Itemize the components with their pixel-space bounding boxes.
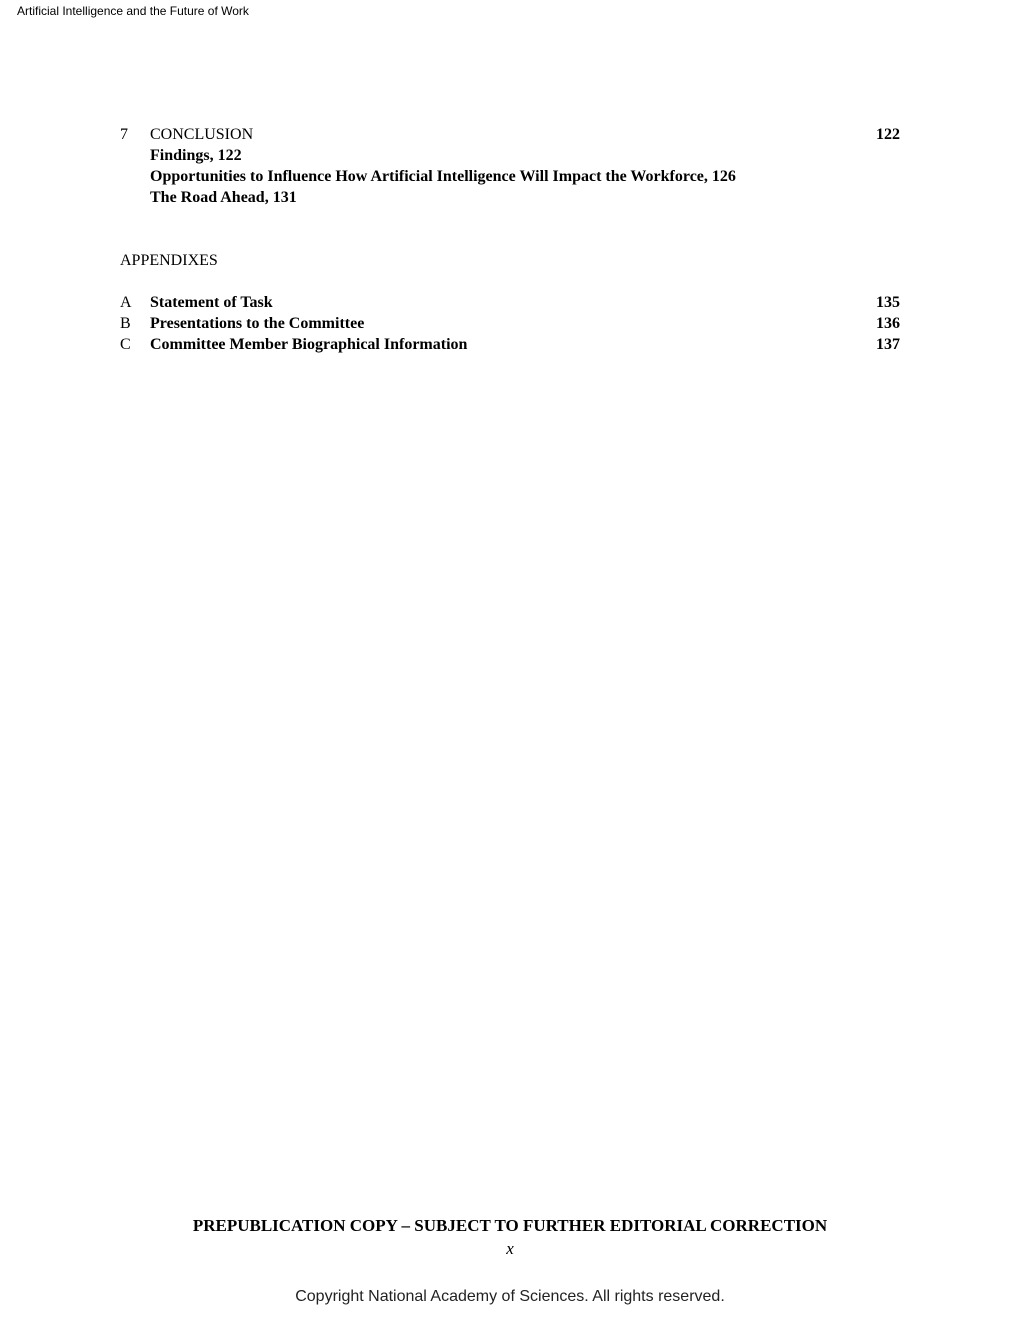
appendix-title: Statement of Task <box>150 294 273 311</box>
appendix-page: 136 <box>876 315 900 332</box>
appendix-letter: B <box>120 315 131 332</box>
appendix-title: Presentations to the Committee <box>150 315 365 332</box>
section-title: The Road Ahead, 131 <box>150 189 297 206</box>
toc-section-entry <box>120 187 900 208</box>
chapter-title: CONCLUSION <box>150 126 254 143</box>
chapter-page: 122 <box>876 126 900 143</box>
section-title: Findings, 122 <box>150 147 242 164</box>
appendix-title: Committee Member Biographical Information <box>150 336 468 353</box>
appendix-letter: C <box>120 336 131 353</box>
running-header: Artificial Intelligence and the Future of Work <box>17 4 249 18</box>
appendix-page: 135 <box>876 294 900 311</box>
toc-section-entry <box>120 145 900 166</box>
toc-appendix-entry <box>120 292 900 313</box>
toc-chapter-entry <box>120 124 900 145</box>
appendix-letter: A <box>120 294 132 311</box>
prepublication-notice: PREPUBLICATION COPY – SUBJECT TO FURTHER EDITORIAL CORRECTION <box>192 1216 828 1235</box>
appendix-page: 137 <box>876 336 900 353</box>
chapter-number: 7 <box>120 126 128 143</box>
table-of-contents <box>120 124 900 355</box>
section-title: Opportunities to Influence How Artificial Intelligence Will Impact the Workforce, 126 <box>150 168 736 185</box>
page-number: x <box>506 1239 514 1258</box>
toc-section-entry <box>120 166 900 187</box>
copyright-notice: Copyright National Academy of Sciences. All rights reserved. <box>295 1288 725 1305</box>
toc-appendix-entry <box>120 313 900 334</box>
toc-appendix-entry <box>120 334 900 355</box>
appendixes-heading: APPENDIXES <box>120 252 218 269</box>
